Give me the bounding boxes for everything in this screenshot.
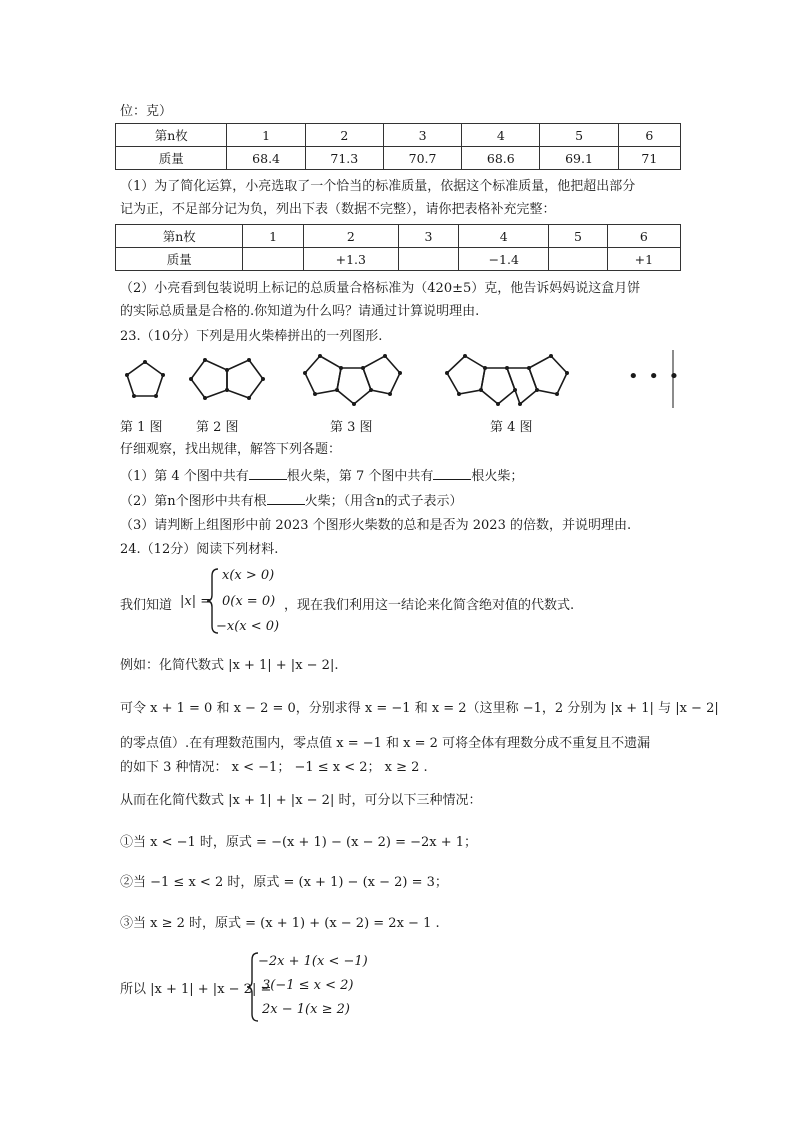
problem-23-intro: 仔细观察，找出规律，解答下列各题： [120,442,342,457]
p24-example: 例如：化简代数式 |x + 1| + |x − 2|. [120,658,339,673]
figure-1-pentagon [127,362,163,396]
p24-case-1: ①当 x < −1 时，原式 = −(x + 1) − (x − 2) = −2x + 1； [120,835,478,850]
figure-2-pentagon [227,360,263,398]
figure-caption: 第 2 图 [196,420,239,435]
problem-23-q1: （1）第 4 个图中共有 根火柴，第 7 个图中共有 根火柴； [120,469,524,484]
case-line: 0(x = 0) [222,594,276,609]
figure-4-pentagon [529,356,567,394]
result-line: 2x − 1(x ≥ 2) [262,1002,350,1017]
deviation-table [115,224,681,271]
answer-blank[interactable] [249,467,287,480]
unit-tail: 位：克） [120,104,173,119]
p24-case-3: ③当 x ≥ 2 时，原式 = (x + 1) + (x − 2) = 2x − 1 . [120,916,440,931]
figure-caption: 第 3 图 [330,420,373,435]
table-row: 质量 68.4 71.3 70.7 68.6 69.1 71 [116,147,681,170]
table-row: 第n枚 1 2 3 4 5 6 [116,124,681,147]
abs-definition-lhs: |x| = [180,594,212,609]
p24-paragraph: 的零点值）.在有理数范围内，零点值 x = −1 和 x = 2 可将全体有理数分成不重复且不遗漏 [120,736,651,751]
problem-24-title: 24.（12分）阅读下列材料. [120,542,279,557]
p24-case-2: ②当 −1 ≤ x < 2 时，原式 = (x + 1) − (x − 2) = 3； [120,875,448,890]
question-2-line: 的实际总质量是合格的.你知道为什么吗？请通过计算说明理由. [120,304,480,319]
p24-know-a: 我们知道 [120,598,173,613]
figure-3-pentagon [363,356,400,394]
problem-23-q3: （3）请判断上组图形中前 2023 个图形火柴数的总和是否为 2023 的倍数，并说明理由. [120,518,632,533]
p24-conclusion-lhs: 所以 |x + 1| + |x − 2| = [120,982,272,997]
p24-paragraph: 的如下 3 种情况： x < −1； −1 ≤ x < 2； x ≥ 2 . [120,760,428,775]
figure-4-pentagon [481,368,515,404]
figure-caption: 第 4 图 [490,420,533,435]
figure-4-pentagon [447,356,485,394]
table-row: 质量 +1.3 −1.4 +1 [116,248,681,271]
problem-23-title: 23.（10分）下列是用火柴棒拼出的一列图形. [120,329,383,344]
p24-know-b: ，现在我们利用这一结论来化简含绝对值的代数式. [284,598,575,613]
answer-blank[interactable] [267,492,305,505]
figure-caption: 第 1 图 [120,420,163,435]
figure-3-pentagon [305,356,341,394]
question-1-line: 记为正，不足部分记为负，列出下表（数据不完整），请你把表格补充完整： [120,202,556,217]
mass-table [115,123,681,170]
case-line: −x(x < 0) [216,619,280,634]
case-line: x(x > 0) [222,568,275,583]
problem-23-q2: （2）第n个图形中共有根 火柴；（用含n的式子表示） [120,494,463,509]
p24-paragraph: 可令 x + 1 = 0 和 x − 2 = 0，分别求得 x = −1 和 x = 2（这里称 −1，2 分别为 |x + 1| 与 |x − 2| [120,701,719,716]
figure-3-pentagon [337,368,371,404]
question-2-line: （2）小亮看到包装说明上标记的总质量合格标准为（420±5）克，他告诉妈妈说这盒月饼 [120,281,641,296]
p24-paragraph: 从而在化简代数式 |x + 1| + |x − 2| 时，可分以下三种情况： [120,793,482,808]
question-1-line: （1）为了简化运算，小亮选取了一个恰当的标准质量，依据这个标准质量，他把超出部分 [120,179,636,194]
answer-blank[interactable] [433,467,471,480]
matchstick-figures [115,348,680,410]
table-row: 第n枚 1 2 3 4 5 6 [116,225,681,248]
figure-4-pentagon [507,368,537,404]
result-line: −2x + 1(x < −1) [258,954,368,969]
figure-ellipsis: • • • [628,366,682,387]
result-line: 3(−1 ≤ x < 2) [262,978,354,993]
figure-2-pentagon [191,360,227,398]
